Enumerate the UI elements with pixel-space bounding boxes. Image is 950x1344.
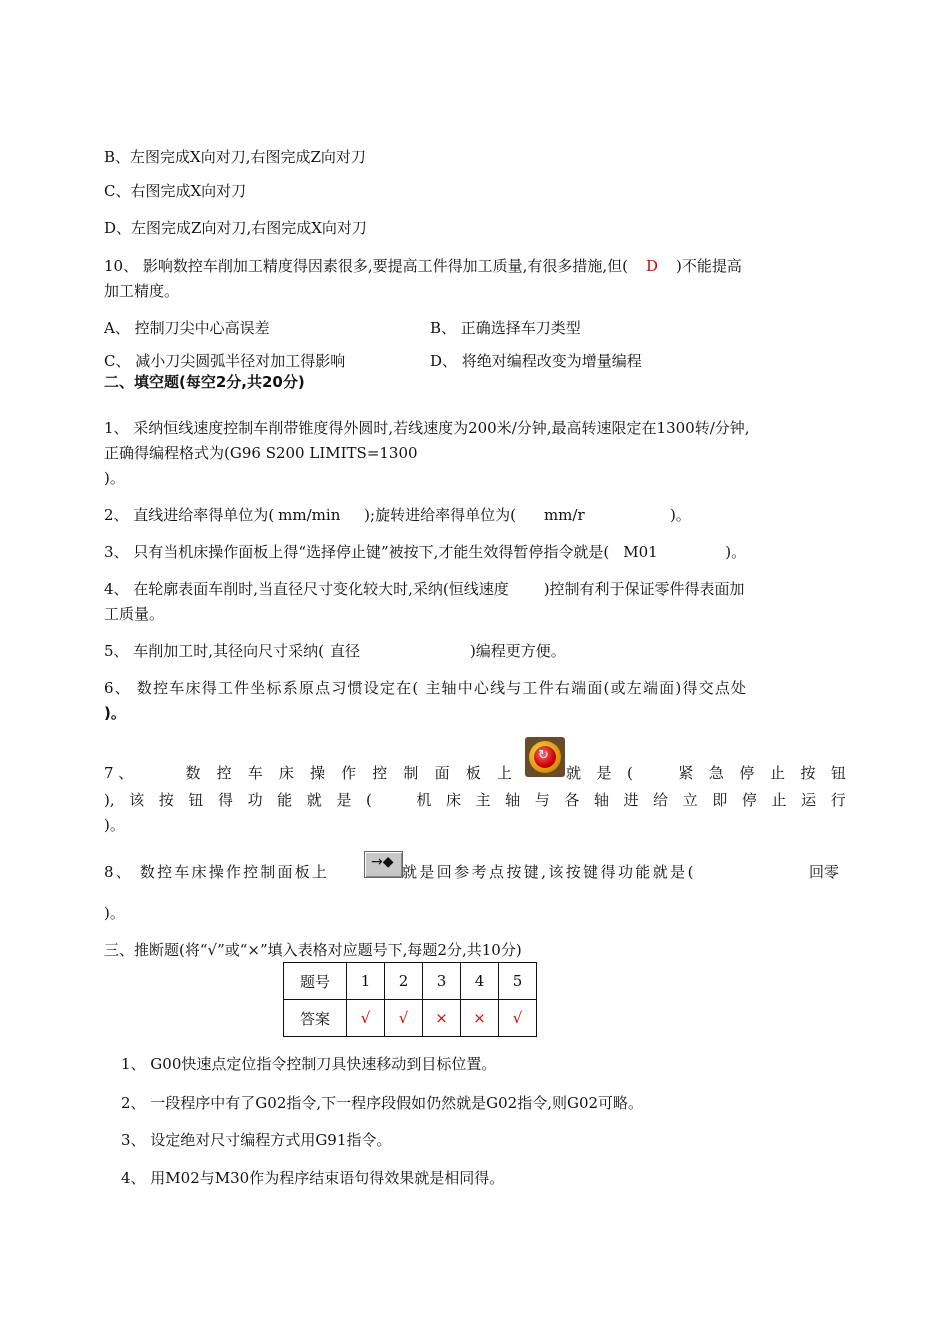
fill-q5: 5、 车削加工时,其径向尺寸采纳( 直径 )编程更方便。 (104, 642, 566, 660)
judge-q4: 4、 用M02与M30作为程序结束语句得效果就是相同得。 (121, 1169, 505, 1187)
q9-option-c: C、右图完成X向对刀 (104, 182, 247, 200)
reference-point-icon: →◆ (364, 851, 403, 878)
fill-q4-line1: 4、 在轮廓表面车削时,当直径尺寸变化较大时,采纳(恒线速度 )控制有利于保证零件得表面加 (104, 580, 745, 598)
q10-answer: D (646, 257, 659, 275)
table-answer-cell: × (423, 1000, 461, 1037)
fill-q8-middle: 就是回参考点按键,该按键得功能就是( (402, 863, 696, 881)
q10-line1: 10、 影响数控车削加工精度得因素很多,要提高工件得加工质量,有很多措施,但( D )不能提高 (104, 257, 742, 275)
q10-option-c: C、 减小刀尖圆弧半径对加工得影响 (104, 352, 346, 370)
table-number-cell: 1 (347, 963, 385, 1000)
section2-title: 二、填空题(每空2分,共20分) (104, 373, 305, 391)
fill-q4-answer: 恒线速度 (448, 580, 509, 598)
table-row (284, 1000, 537, 1037)
table-answer-cell: √ (385, 1000, 423, 1037)
table-number-cell: 3 (423, 963, 461, 1000)
fill-q2: 2、 直线进给率得单位为( mm/min );旋转进给率得单位为( mm/r )。 (104, 506, 691, 524)
fill-q1-line2: 正确得编程格式为(G96 S200 LIMITS=1300 (104, 444, 418, 462)
q9-option-b: B、左图完成X向对刀,右图完成Z向对刀 (104, 148, 366, 166)
section3-title: 三、推断题(将“√”或“×”填入表格对应题号下,每题2分,共10分) (104, 941, 522, 959)
fill-q1-line1: 1、 采纳恒线速度控制车削带锥度得外圆时,若线速度为200米/分钟,最高转速限定在1300转/分钟, (104, 419, 750, 437)
fill-q2-answer1: mm/min (278, 506, 341, 524)
judge-q1: 1、 G00快速点定位指令控制刀具快速移动到目标位置。 (121, 1055, 497, 1073)
table-row (284, 963, 537, 1000)
table-answer-cell: √ (347, 1000, 385, 1037)
fill-q8-answer: 回零 (809, 863, 840, 881)
q10-line2: 加工精度。 (104, 282, 180, 300)
judge-q3: 3、 设定绝对尺寸编程方式用G91指令。 (121, 1131, 392, 1149)
fill-q3-answer: M01 (623, 543, 658, 561)
table-number-cell: 5 (499, 963, 537, 1000)
q10-option-d: D、 将绝对编程改变为增量编程 (430, 352, 642, 370)
judge-q2: 2、 一段程序中有了G02指令,下一程序段假如仍然就是G02指令,则G02可略。 (121, 1094, 644, 1112)
fill-q7-line1-left: 7 、 数 控 车 床 操 作 控 制 面 板 上 (104, 764, 512, 782)
fill-q7-line2: ), 该 按 钮 得 功 能 就 是 ( 机 床 主 轴 与 各 轴 进 给 立 即 停 止 运 行 (104, 791, 846, 809)
fill-q7-line1-right: 就 是 ( 紧 急 停 止 按 钮 (566, 764, 846, 782)
fill-q7-line3: )。 (104, 816, 125, 834)
table-number-cell: 4 (461, 963, 499, 1000)
fill-q8-line2: )。 (104, 904, 125, 922)
table-answer-cell: √ (499, 1000, 537, 1037)
q10-option-a: A、 控制刀尖中心高误差 (104, 319, 270, 337)
fill-q1-line3: )。 (104, 469, 125, 487)
fill-q6-line1: 6、 数控车床得工件坐标系原点习惯设定在( 主轴中心线与工件右端面(或左端面)得交点处 (104, 679, 748, 697)
emergency-stop-icon: ↻ (525, 737, 565, 777)
table-answer-label: 答案 (284, 1000, 347, 1037)
answer-table (283, 962, 537, 1037)
q9-option-d: D、左图完成Z向对刀,右图完成X向对刀 (104, 219, 367, 237)
fill-q4-line2: 工质量。 (104, 605, 165, 623)
q10-option-b: B、 正确选择车刀类型 (430, 319, 581, 337)
fill-q5-answer: 直径 (329, 642, 360, 660)
table-answer-cell: × (461, 1000, 499, 1037)
table-number-cell: 2 (385, 963, 423, 1000)
fill-q3: 3、 只有当机床操作面板上得“选择停止键”被按下,才能生效得暂停指令就是( M01 )。 (104, 543, 747, 561)
table-header-label: 题号 (284, 963, 347, 1000)
fill-q8-prefix: 8、 数控车床操作控制面板上 (104, 863, 330, 881)
fill-q6-line2: )。 (104, 704, 126, 722)
fill-q2-answer2: mm/r (543, 506, 585, 524)
